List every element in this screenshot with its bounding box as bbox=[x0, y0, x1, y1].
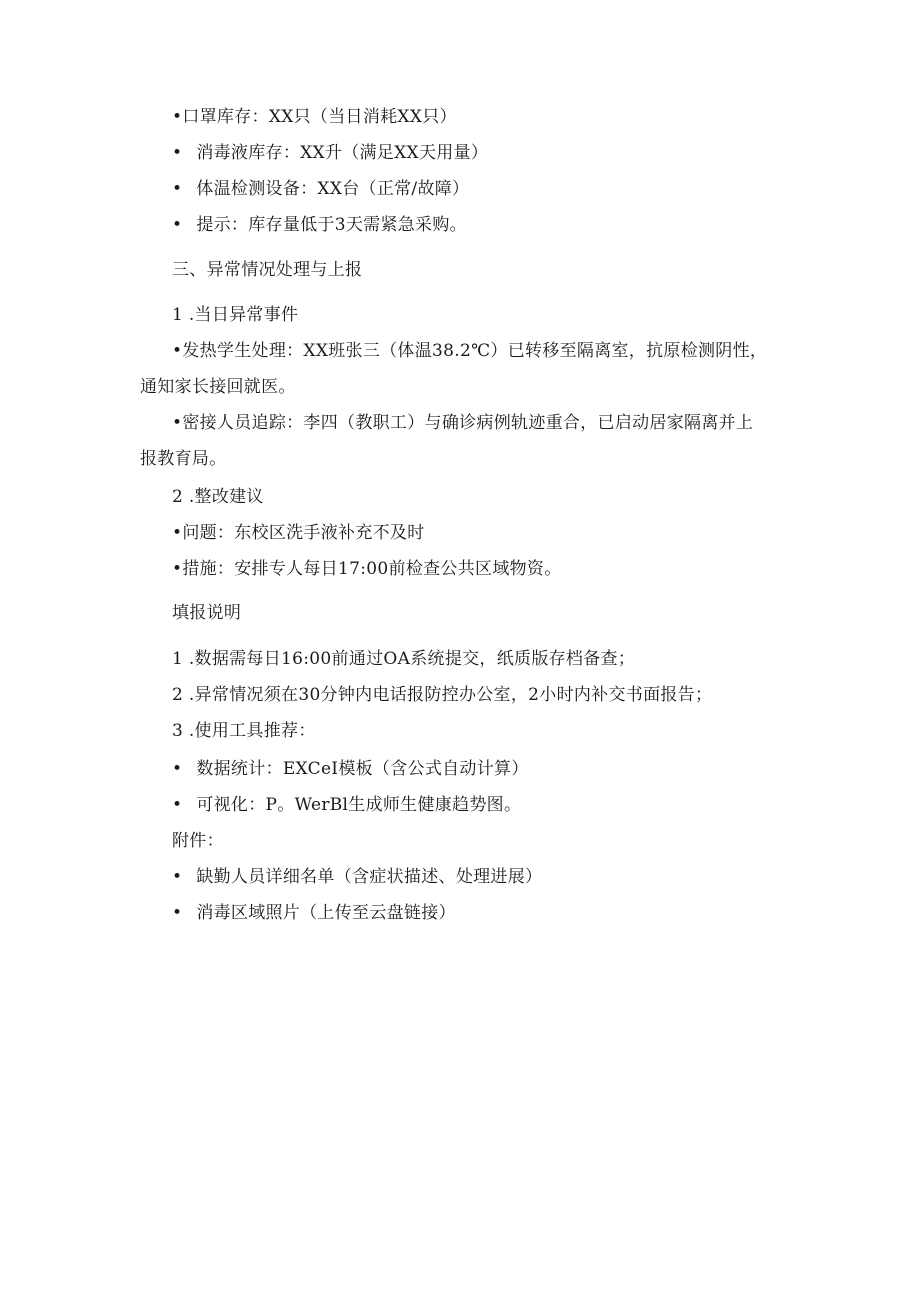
subheading-rectification: 2 .整改建议 bbox=[172, 487, 264, 507]
instruction-item-2: 2 .异常情况须在30分钟内电话报防控办公室，2小时内补交书面报告； bbox=[172, 685, 713, 705]
attachment-absence-list-text: 缺勤人员详细名单（含症状描述、处理进展） bbox=[196, 867, 543, 887]
attachment-absence-list bbox=[172, 866, 542, 888]
bullet-icon: • bbox=[172, 795, 183, 815]
attachment-disinfection-photos bbox=[172, 902, 456, 924]
thermometer-device-text: 体温检测设备：XX台（正常/故障） bbox=[196, 179, 470, 199]
section-heading-attachments: 附件： bbox=[172, 831, 224, 851]
fever-student-line2: 通知家长接回就医。 bbox=[140, 377, 296, 397]
stock-tip-item bbox=[172, 214, 467, 236]
tool-item-visualization-text: 可视化：P。WerBl生成师生健康趋势图。 bbox=[196, 795, 522, 815]
measure-item: •措施：安排专人每日17:00前检查公共区域物资。 bbox=[172, 559, 562, 579]
bullet-icon: • bbox=[172, 143, 183, 163]
tool-item-stats bbox=[172, 758, 529, 780]
tool-item-visualization bbox=[172, 794, 521, 816]
bullet-icon: • bbox=[172, 179, 183, 199]
disinfectant-stock-text: 消毒液库存：XX升（满足XX天用量） bbox=[196, 143, 489, 163]
subheading-daily-events: 1 .当日异常事件 bbox=[172, 305, 299, 325]
bullet-icon: • bbox=[172, 903, 183, 923]
bullet-icon: • bbox=[172, 867, 183, 887]
close-contact-line2: 报教育局。 bbox=[140, 449, 227, 469]
thermometer-device-item bbox=[172, 178, 469, 200]
section-heading-instructions: 填报说明 bbox=[172, 603, 242, 623]
bullet-icon: • bbox=[172, 759, 183, 779]
disinfectant-stock-item bbox=[172, 142, 488, 164]
bullet-icon: • bbox=[172, 215, 183, 235]
section-heading-anomalies: 三、异常情况处理与上报 bbox=[172, 260, 363, 280]
problem-item: •问题：东校区洗手液补充不及时 bbox=[172, 523, 425, 543]
attachment-disinfection-photos-text: 消毒区域照片（上传至云盘链接） bbox=[196, 903, 456, 923]
stock-tip-text: 提示：库存量低于3天需紧急采购。 bbox=[196, 215, 467, 235]
instruction-item-3: 3 .使用工具推荐： bbox=[172, 721, 316, 741]
mask-stock-item: •口罩库存：XX只（当日消耗XX只） bbox=[172, 107, 457, 127]
close-contact-line1: •密接人员追踪：李四（教职工）与确诊病例轨迹重合，已启动居家隔离并上 bbox=[172, 413, 754, 433]
fever-student-line1: •发热学生处理：XX班张三（体温38.2℃）已转移至隔离室，抗原检测阴性， bbox=[172, 341, 768, 361]
tool-item-stats-text: 数据统计：EXCeI模板（含公式自动计算） bbox=[196, 759, 529, 779]
instruction-item-1: 1 .数据需每日16:00前通过OA系统提交，纸质版存档备查； bbox=[172, 649, 636, 669]
